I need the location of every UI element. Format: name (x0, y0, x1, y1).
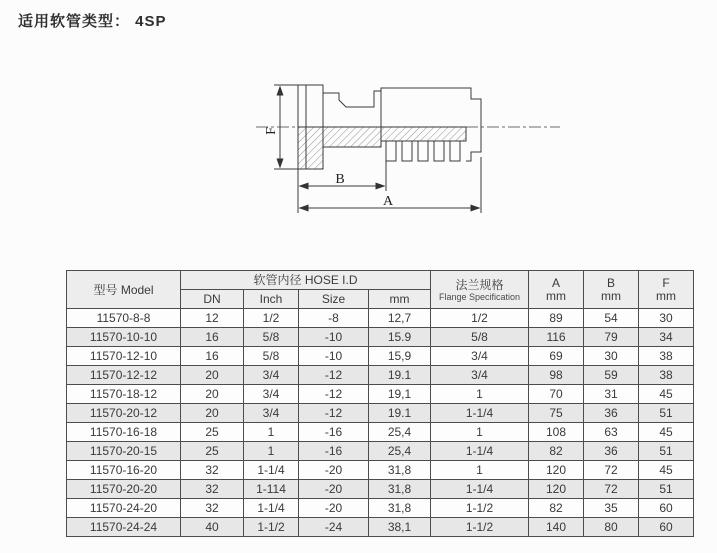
col-header-dn: DN (181, 290, 244, 309)
table-cell: 1-1/2 (431, 499, 529, 518)
table-cell: 19.1 (369, 366, 431, 385)
table-row (67, 309, 694, 328)
table-cell: 1-1/4 (431, 404, 529, 423)
table-cell: 60 (639, 518, 694, 537)
table-cell: 82 (529, 442, 584, 461)
dim-f-unit: mm (656, 288, 677, 303)
table-cell: 36 (584, 442, 639, 461)
table-cell: 11570-12-12 (67, 366, 181, 385)
col-header-hose-id: 软管内径 HOSE I.D (181, 271, 431, 290)
table-cell: 11570-16-18 (67, 423, 181, 442)
col-header-mm: mm (369, 290, 431, 309)
table-cell: 1 (244, 442, 299, 461)
table-cell: 120 (529, 480, 584, 499)
table-cell: -20 (299, 461, 369, 480)
table-cell: 25 (181, 442, 244, 461)
table-cell: 60 (639, 499, 694, 518)
table-cell: 45 (639, 461, 694, 480)
table-cell: 75 (529, 404, 584, 423)
table-cell: 51 (639, 404, 694, 423)
table-row (67, 366, 694, 385)
table-cell: 31 (584, 385, 639, 404)
table-cell: 31,8 (369, 480, 431, 499)
table-cell: 5/8 (244, 347, 299, 366)
spec-table (66, 270, 694, 537)
table-cell: 1-1/2 (244, 518, 299, 537)
col-header-f (639, 271, 694, 309)
table-row (67, 347, 694, 366)
table-cell: 69 (529, 347, 584, 366)
table-cell: 19,1 (369, 385, 431, 404)
table-cell: 70 (529, 385, 584, 404)
table-cell: 82 (529, 499, 584, 518)
table-cell: 31,8 (369, 461, 431, 480)
table-row (67, 442, 694, 461)
table-cell: 72 (584, 461, 639, 480)
col-header-size: Size (299, 290, 369, 309)
table-cell: 63 (584, 423, 639, 442)
table-cell: 11570-12-10 (67, 347, 181, 366)
table-cell: 1 (431, 423, 529, 442)
table-cell: 72 (584, 480, 639, 499)
table-cell: 20 (181, 366, 244, 385)
table-cell: 1 (244, 423, 299, 442)
table-cell: 40 (181, 518, 244, 537)
flange-label-en: Flange Specification (438, 291, 521, 302)
dim-b-letter: B (607, 275, 616, 290)
table-cell: 11570-18-12 (67, 385, 181, 404)
table-row (67, 423, 694, 442)
table-cell: 34 (639, 328, 694, 347)
col-header-inch: Inch (244, 290, 299, 309)
table-cell: 11570-8-8 (67, 309, 181, 328)
crimp-ribs (386, 141, 466, 161)
dim-label-f: F (264, 127, 279, 135)
table-cell: 11570-10-10 (67, 328, 181, 347)
dim-f-letter: F (662, 275, 670, 290)
page-title: 适用软管类型： 4SP (18, 13, 167, 30)
table-cell: 59 (584, 366, 639, 385)
table-cell: 5/8 (431, 328, 529, 347)
fitting-technical-drawing (228, 57, 568, 257)
dim-b-unit: mm (601, 288, 622, 303)
table-cell: 1 (431, 461, 529, 480)
table-cell: 16 (181, 347, 244, 366)
table-header (67, 271, 694, 309)
table-cell: 11570-20-20 (67, 480, 181, 499)
table-cell: -16 (299, 423, 369, 442)
table-row (67, 518, 694, 537)
table-cell: 1-1/4 (244, 461, 299, 480)
table-cell: 32 (181, 461, 244, 480)
table-cell: 1-114 (244, 480, 299, 499)
dim-a-letter: A (552, 275, 561, 290)
table-cell: 32 (181, 480, 244, 499)
table-cell: 36 (584, 404, 639, 423)
table-cell: 80 (584, 518, 639, 537)
dim-label-a: A (382, 194, 394, 209)
table-cell: 12 (181, 309, 244, 328)
table-cell: 11570-24-20 (67, 499, 181, 518)
table-cell: -12 (299, 404, 369, 423)
table-row (67, 499, 694, 518)
table-cell: 45 (639, 385, 694, 404)
table-cell: -10 (299, 347, 369, 366)
table-cell: 25,4 (369, 442, 431, 461)
table-cell: 38 (639, 347, 694, 366)
table-cell: 51 (639, 480, 694, 499)
table-cell: 98 (529, 366, 584, 385)
table-row (67, 480, 694, 499)
table-cell: 11570-20-12 (67, 404, 181, 423)
table-cell: 15.9 (369, 328, 431, 347)
table-cell: 116 (529, 328, 584, 347)
table-cell: -20 (299, 480, 369, 499)
table-cell: 15,9 (369, 347, 431, 366)
table-cell: 32 (181, 499, 244, 518)
table-cell: 35 (584, 499, 639, 518)
table-cell: -16 (299, 442, 369, 461)
table-cell: 45 (639, 423, 694, 442)
table-cell: 1 (431, 385, 529, 404)
table-row (67, 385, 694, 404)
table-cell: 11570-16-20 (67, 461, 181, 480)
col-header-b (584, 271, 639, 309)
table-cell: 20 (181, 385, 244, 404)
table-cell: 1/2 (244, 309, 299, 328)
col-header-a (529, 271, 584, 309)
table-cell: 3/4 (431, 366, 529, 385)
table-cell: 11570-24-24 (67, 518, 181, 537)
table-cell: -10 (299, 328, 369, 347)
table-cell: 140 (529, 518, 584, 537)
table-cell: 1-1/4 (431, 442, 529, 461)
table-cell: 120 (529, 461, 584, 480)
table-cell: 3/4 (244, 385, 299, 404)
table-cell: 19.1 (369, 404, 431, 423)
table-cell: 38 (639, 366, 694, 385)
table-cell: 31,8 (369, 499, 431, 518)
table-cell: 25,4 (369, 423, 431, 442)
flange-label-cn: 法兰规格 (455, 277, 504, 292)
col-header-model: 型号 Model (67, 271, 181, 309)
table-row (67, 328, 694, 347)
dim-a-unit: mm (546, 288, 567, 303)
fitting-body-outline (323, 88, 481, 127)
table-cell: 89 (529, 309, 584, 328)
dim-label-b: B (335, 172, 345, 187)
table-cell: 30 (584, 347, 639, 366)
table-cell: -24 (299, 518, 369, 537)
table-cell: 5/8 (244, 328, 299, 347)
table-cell: 1-1/4 (244, 499, 299, 518)
table-cell: 38,1 (369, 518, 431, 537)
table-cell: 108 (529, 423, 584, 442)
table-body (67, 309, 694, 537)
table-cell: -12 (299, 366, 369, 385)
table-cell: -20 (299, 499, 369, 518)
fitting-drawing-svg (228, 57, 568, 257)
table-cell: 16 (181, 328, 244, 347)
table-cell: 3/4 (244, 404, 299, 423)
table-cell: 1-1/2 (431, 518, 529, 537)
table-cell: -8 (299, 309, 369, 328)
table-cell: 25 (181, 423, 244, 442)
table-cell: 3/4 (244, 366, 299, 385)
table-cell: 79 (584, 328, 639, 347)
col-header-flange (431, 271, 529, 309)
table-cell: 51 (639, 442, 694, 461)
table-cell: 3/4 (431, 347, 529, 366)
table-cell: 1-1/4 (431, 480, 529, 499)
table-cell: 1/2 (431, 309, 529, 328)
table-cell: 20 (181, 404, 244, 423)
table-row (67, 461, 694, 480)
table-cell: -12 (299, 385, 369, 404)
table-row (67, 404, 694, 423)
table-cell: 30 (639, 309, 694, 328)
tail-section-outline (466, 127, 481, 161)
table-cell: 11570-20-15 (67, 442, 181, 461)
table-cell: 12,7 (369, 309, 431, 328)
table-cell: 54 (584, 309, 639, 328)
